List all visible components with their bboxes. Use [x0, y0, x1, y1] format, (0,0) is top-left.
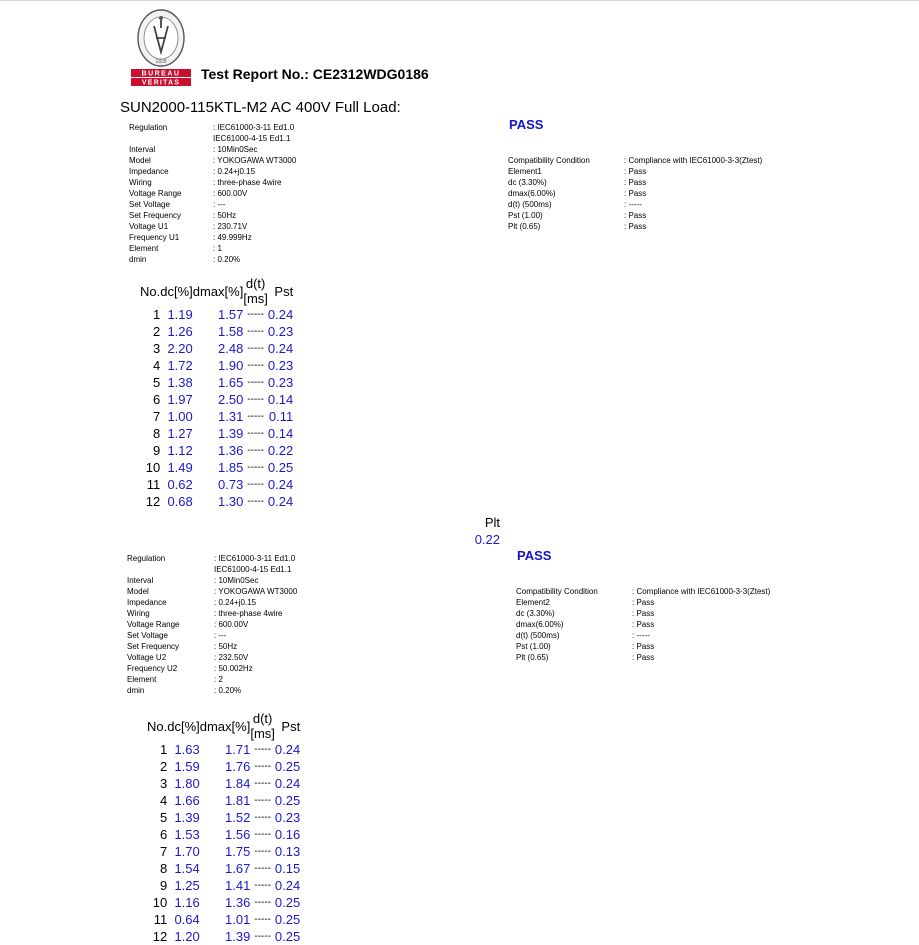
dc-value: 1.27 [167, 426, 193, 441]
dc-value: 1.66 [174, 793, 200, 808]
compat-label: Plt (0.65) [508, 222, 541, 231]
dt-value: ----- [247, 496, 264, 507]
dt-value: ----- [254, 880, 271, 891]
dt-value: ----- [254, 846, 271, 857]
dc-value: 1.00 [167, 409, 193, 424]
dt-value: ----- [254, 795, 271, 806]
setting-value: : 50Hz [214, 642, 238, 651]
pst-value: 0.24 [274, 878, 301, 893]
dmax-value: 1.36 [218, 443, 244, 458]
table-row [147, 758, 300, 775]
report-title: Test Report No.: CE2312WDG0186 [201, 66, 429, 82]
table-row [147, 843, 300, 860]
compat-label: Pst (1.00) [508, 211, 543, 220]
row-number: 10 [152, 895, 168, 910]
logo-year: 1828 [155, 59, 167, 65]
setting-value: : --- [213, 200, 226, 209]
dmax-value: 0.73 [218, 477, 244, 492]
setting-label: Model [127, 587, 149, 596]
compat-value: : Compliance with IEC61000-3-3(Ztest) [632, 587, 771, 596]
dt-value: ----- [247, 411, 264, 422]
pst-value: 0.22 [267, 443, 294, 458]
dc-value: 1.25 [174, 878, 200, 893]
page-heading: SUN2000-115KTL-M2 AC 400V Full Load: [120, 99, 401, 116]
table-row [147, 741, 300, 758]
dc-value: 1.49 [167, 460, 193, 475]
column-header: d(t)[ms] [243, 276, 268, 306]
compat-label: Compatibility Condition [516, 587, 598, 596]
dt-value: ----- [247, 377, 264, 388]
setting-value: : 50Hz [213, 211, 237, 220]
setting-value: : IEC61000-3-11 Ed1.0 [213, 123, 295, 132]
table-row [147, 809, 300, 826]
pst-value: 0.11 [268, 409, 294, 424]
setting-label: Voltage U1 [129, 222, 169, 231]
row-number: 11 [146, 477, 161, 492]
logo-bar-top: BUREAU [141, 70, 181, 78]
row-number: 12 [152, 929, 168, 944]
compat-value: : Pass [624, 178, 647, 187]
table-row [147, 792, 300, 809]
setting-label: Interval [129, 145, 156, 154]
setting-value: : three-phase 4wire [213, 178, 282, 187]
dmax-value: 1.52 [225, 810, 251, 825]
compat-value: : Pass [624, 167, 647, 176]
dc-value: 0.68 [167, 494, 193, 509]
row-number: 10 [145, 460, 161, 475]
dt-value: ----- [247, 445, 264, 456]
dmax-value: 1.81 [225, 793, 251, 808]
dc-value: 1.72 [167, 358, 193, 373]
dt-value: ----- [247, 394, 264, 405]
setting-label: Frequency U2 [127, 664, 178, 673]
table-row [140, 357, 293, 374]
setting-value: : YOKOGAWA WT3000 [214, 587, 298, 596]
column-header: Pst [281, 718, 301, 734]
row-number: 9 [160, 878, 168, 893]
compat-value: : Pass [624, 211, 647, 220]
column-header: No. [147, 718, 168, 734]
compat-label: dc (3.30%) [508, 178, 547, 187]
setting-value: IEC61000-4-15 Ed1.1 [214, 565, 292, 574]
dt-value: ----- [254, 931, 271, 942]
flicker-table [140, 276, 293, 510]
dt-value: ----- [254, 778, 271, 789]
dt-value: ----- [247, 326, 264, 337]
dt-value: ----- [254, 744, 271, 755]
compat-value: : Pass [632, 642, 655, 651]
setting-label: Set Voltage [127, 631, 168, 640]
compat-value: : Pass [624, 189, 647, 198]
setting-value: : 50.002Hz [214, 664, 253, 673]
dmax-value: 2.48 [218, 341, 244, 356]
compat-label: d(t) (500ms) [508, 200, 552, 209]
pst-value: 0.15 [274, 861, 301, 876]
setting-label: Impedance [129, 167, 169, 176]
row-number: 5 [160, 810, 168, 825]
dc-value: 1.59 [174, 759, 200, 774]
setting-value: : YOKOGAWA WT3000 [213, 156, 297, 165]
dmax-value: 1.36 [225, 895, 251, 910]
setting-label: Impedance [127, 598, 167, 607]
dt-value: ----- [254, 863, 271, 874]
dt-value: ----- [247, 309, 264, 320]
pst-value: 0.25 [274, 912, 301, 927]
table-row [140, 476, 293, 493]
row-number: 3 [160, 776, 168, 791]
pst-value: 0.16 [274, 827, 301, 842]
column-header: dmax[%] [192, 283, 244, 299]
column-header: d(t)[ms] [250, 711, 275, 741]
dc-value: 0.64 [174, 912, 200, 927]
setting-label: Element [127, 675, 157, 684]
table-row [147, 894, 300, 911]
pst-value: 0.24 [267, 307, 294, 322]
setting-value: : 600.00V [213, 189, 248, 198]
table-row [147, 877, 300, 894]
compat-label: d(t) (500ms) [516, 631, 560, 640]
dmax-value: 1.67 [225, 861, 251, 876]
table-row [140, 408, 293, 425]
setting-label: Set Frequency [129, 211, 182, 220]
dmax-value: 1.84 [225, 776, 251, 791]
compat-label: Compatibility Condition [508, 156, 590, 165]
dt-value: ----- [254, 897, 271, 908]
table-row [140, 425, 293, 442]
dmax-value: 1.90 [218, 358, 244, 373]
pst-value: 0.24 [274, 742, 301, 757]
table-row [140, 442, 293, 459]
dmax-value: 1.65 [218, 375, 244, 390]
row-number: 6 [153, 392, 161, 407]
setting-label: Model [129, 156, 151, 165]
setting-value: : 49.999Hz [213, 233, 252, 242]
table-row [140, 340, 293, 357]
compat-label: Element2 [516, 598, 550, 607]
dc-value: 1.53 [174, 827, 200, 842]
dt-value: ----- [247, 428, 264, 439]
column-header: dc[%] [167, 718, 200, 734]
result-pass: PASS [509, 117, 544, 132]
table-header-row [140, 276, 293, 306]
dmax-value: 1.85 [218, 460, 244, 475]
pst-value: 0.24 [267, 494, 294, 509]
setting-value: : 0.20% [214, 686, 242, 695]
setting-label: Element [129, 244, 159, 253]
compat-value: : Pass [624, 222, 647, 231]
dmax-value: 1.58 [218, 324, 244, 339]
row-number: 3 [153, 341, 161, 356]
dc-value: 1.54 [174, 861, 200, 876]
setting-value: : 600.00V [214, 620, 249, 629]
pst-value: 0.23 [274, 810, 301, 825]
compat-label: dmax(6.00%) [508, 189, 556, 198]
setting-value: IEC61000-4-15 Ed1.1 [213, 134, 291, 143]
plt-label: Plt [484, 515, 500, 530]
dmax-value: 1.71 [225, 742, 251, 757]
dc-value: 1.39 [174, 810, 200, 825]
plt-value: 0.22 [474, 532, 500, 547]
table-row [147, 826, 300, 843]
setting-value: : 0.24+j0.15 [214, 598, 257, 607]
table-row [140, 374, 293, 391]
column-header: No. [140, 283, 161, 299]
table-row [147, 775, 300, 792]
pst-value: 0.14 [267, 392, 294, 407]
setting-label: Voltage U2 [127, 653, 167, 662]
table-row [140, 306, 293, 323]
pst-value: 0.25 [274, 793, 301, 808]
dmax-value: 1.01 [225, 912, 251, 927]
row-number: 4 [160, 793, 168, 808]
setting-value: : 230.71V [213, 222, 248, 231]
dc-value: 1.97 [167, 392, 193, 407]
pst-value: 0.25 [274, 895, 301, 910]
dmax-value: 1.30 [218, 494, 244, 509]
pst-value: 0.25 [267, 460, 294, 475]
compat-value: : Pass [632, 598, 655, 607]
row-number: 7 [160, 844, 168, 859]
table-row [140, 459, 293, 476]
compat-label: Pst (1.00) [516, 642, 551, 651]
pst-value: 0.13 [274, 844, 301, 859]
dt-value: ----- [254, 761, 271, 772]
dc-value: 1.38 [167, 375, 193, 390]
row-number: 2 [153, 324, 161, 339]
pst-value: 0.25 [274, 759, 301, 774]
dc-value: 1.70 [174, 844, 200, 859]
compat-value: : ----- [624, 200, 642, 209]
dmax-value: 1.76 [225, 759, 251, 774]
setting-value: : three-phase 4wire [214, 609, 283, 618]
setting-value: : 232.50V [214, 653, 249, 662]
dmax-value: 1.31 [218, 409, 244, 424]
compat-label: Plt (0.65) [516, 653, 549, 662]
row-number: 1 [153, 307, 161, 322]
dmax-value: 1.56 [225, 827, 251, 842]
setting-value: : 2 [214, 675, 223, 684]
dc-value: 1.63 [174, 742, 200, 757]
compat-label: dmax(6.00%) [516, 620, 564, 629]
dc-value: 1.20 [174, 929, 200, 944]
dc-value: 2.20 [167, 341, 193, 356]
table-row [147, 911, 300, 928]
dc-value: 1.19 [167, 307, 193, 322]
compat-value: : ----- [632, 631, 650, 640]
table-row [140, 391, 293, 408]
dt-value: ----- [247, 343, 264, 354]
table-header-row [147, 711, 300, 741]
setting-value: : 0.20% [213, 255, 241, 264]
dt-value: ----- [254, 812, 271, 823]
column-header: dmax[%] [199, 718, 251, 734]
compat-label: dc (3.30%) [516, 609, 555, 618]
pst-value: 0.23 [267, 324, 294, 339]
pst-value: 0.25 [274, 929, 301, 944]
column-header: dc[%] [160, 283, 193, 299]
setting-label: Voltage Range [127, 620, 180, 629]
dc-value: 1.12 [167, 443, 193, 458]
row-number: 8 [153, 426, 161, 441]
compat-value: : Pass [632, 620, 655, 629]
dmax-value: 1.39 [218, 426, 244, 441]
setting-label: Interval [127, 576, 154, 585]
dmax-value: 1.57 [218, 307, 244, 322]
setting-label: Regulation [127, 554, 166, 563]
row-number: 4 [153, 358, 161, 373]
table-row [140, 493, 293, 510]
compat-value: : Pass [632, 609, 655, 618]
setting-value: : 10Min0Sec [213, 145, 258, 154]
setting-value: : --- [214, 631, 227, 640]
pst-value: 0.24 [267, 477, 294, 492]
setting-label: Wiring [129, 178, 152, 187]
pst-value: 0.14 [267, 426, 294, 441]
setting-value: : IEC61000-3-11 Ed1.0 [214, 554, 296, 563]
table-row [147, 928, 300, 945]
dt-value: ----- [247, 479, 264, 490]
pst-value: 0.24 [267, 341, 294, 356]
dt-value: ----- [254, 914, 271, 925]
row-number: 7 [153, 409, 161, 424]
top-border [0, 0, 919, 1]
logo-bar-bottom: VERITAS [141, 79, 181, 87]
dt-value: ----- [247, 360, 264, 371]
row-number: 5 [153, 375, 161, 390]
table-row [147, 860, 300, 877]
row-number: 2 [160, 759, 168, 774]
row-number: 1 [160, 742, 168, 757]
pst-value: 0.23 [267, 358, 294, 373]
setting-label: Wiring [127, 609, 150, 618]
compat-label: Element1 [508, 167, 542, 176]
pst-value: 0.23 [267, 375, 294, 390]
bureau-veritas-logo [130, 8, 192, 88]
column-header: Pst [274, 283, 294, 299]
compat-value: : Compliance with IEC61000-3-3(Ztest) [624, 156, 763, 165]
compat-value: : Pass [632, 653, 655, 662]
row-number: 11 [153, 912, 168, 927]
row-number: 8 [160, 861, 168, 876]
dc-value: 1.80 [174, 776, 200, 791]
dt-value: ----- [254, 829, 271, 840]
setting-label: Set Voltage [129, 200, 170, 209]
result-pass: PASS [517, 548, 552, 563]
dc-value: 0.62 [167, 477, 193, 492]
dc-value: 1.26 [167, 324, 193, 339]
setting-label: Frequency U1 [129, 233, 180, 242]
setting-label: Regulation [129, 123, 168, 132]
dmax-value: 1.41 [225, 878, 251, 893]
row-number: 12 [145, 494, 161, 509]
setting-label: dmin [127, 686, 145, 695]
setting-label: dmin [129, 255, 147, 264]
dt-value: ----- [247, 462, 264, 473]
dmax-value: 1.75 [225, 844, 251, 859]
row-number: 9 [153, 443, 161, 458]
setting-label: Voltage Range [129, 189, 182, 198]
pst-value: 0.24 [274, 776, 301, 791]
dmax-value: 2.50 [218, 392, 244, 407]
setting-value: : 10Min0Sec [214, 576, 259, 585]
dc-value: 1.16 [174, 895, 200, 910]
setting-label: Set Frequency [127, 642, 180, 651]
dmax-value: 1.39 [225, 929, 251, 944]
row-number: 6 [160, 827, 168, 842]
setting-value: : 0.24+j0.15 [213, 167, 256, 176]
table-row [140, 323, 293, 340]
flicker-table [147, 711, 300, 945]
setting-value: : 1 [213, 244, 222, 253]
